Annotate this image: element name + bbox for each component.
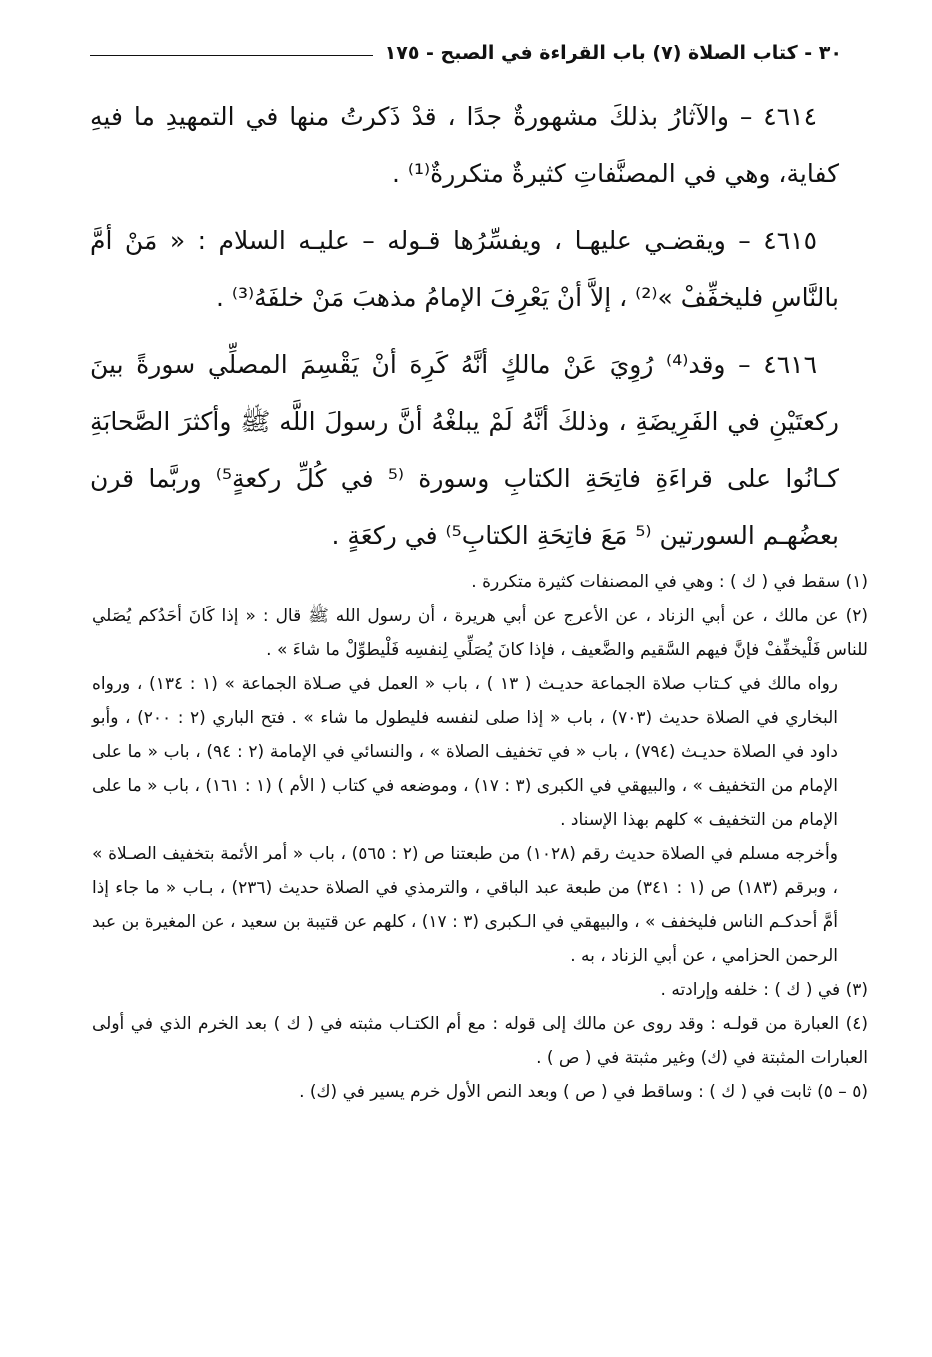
- footnote-2-references: رواه مالك في كـتاب صلاة الجماعة حديـث ( ١٣ ) ، باب « العمل في صـلاة الجماعة » (١ : ١٣٤) ، ورواه البخاري في الصلاة حديث (٧٠٣) ، باب « إذا صلى لنفسه فليطول ما شاء » . فتح الباري (٢ : ٢٠٠) ، وأبو داود في الصلاة حديـث (٧٩٤) ، باب « في تخفيف الصلاة » ، والنسائي في الإمامة (٢ : ٩٤) ، باب « ما على الإمام من التخفيف » ، والبيهقي في الكبرى (٣ : ١٧) ، وموضعه في كتاب ( الأم ) (١ : ١٦١) ، باب « ما على الإمام من التخفيف » كلهم بهذا الإسناد .: [92, 674, 839, 830]
- footnote-4: (٤) العبارة من قولـه : وقد روى عن مالك إلى قوله : مع أم الكتـاب مثبته في ( ك ) بعد الخرم الذي في أولى العبارات المثبتة في (ك) وغير مثبتة في ( ص ) .: [92, 1014, 868, 1068]
- paragraph-4615: ٤٦١٥ – ويقضـي عليهـا ، ويفسِّرُها قـوله – عليـه السلام : « مَنْ أمَّ بالنَّاسِ فليخفِّفْ »⁽²⁾ ، إلاَّ أنْ يَعْرِفَ الإمامُ مذهبَ مَنْ خلفَهُ⁽³⁾ .: [90, 226, 839, 312]
- footnotes: [92, 565, 868, 1109]
- running-header-text: ٣٠ - كتاب الصلاة (٧) باب القراءة في الصبح - ١٧٥: [384, 42, 842, 64]
- footnote-3: (٣) في ( ك ) : خلفه وإرادته .: [660, 980, 868, 1000]
- footnote-1: (١) سقط في ( ك ) : وهي في المصنفات كثيرة متكررة .: [471, 572, 868, 592]
- main-text: [90, 88, 839, 574]
- running-header: [90, 38, 842, 68]
- footnote-2: (٢) عن مالك ، عن أبي الزناد ، عن الأعرج عن أبي هريرة ، أن رسول الله ﷺ قال : « إذا كَانَ أحَدُكم يُصَلي للناس فَلْيخفِّفْ فإنَّ فيهم السَّقيم والضَّعيف ، فإذا كانَ يُصَلِّي لِنفسِه فَلْيطوِّلْ ما شاءَ » .: [92, 606, 868, 660]
- paragraph-4614: ٤٦١٤ – والآثارُ بذلكَ مشهورةٌ جدًا ، قدْ ذَكرتُ منها في التمهيدِ ما فيهِ كفاية، وهي في المصنَّفاتِ كثيرةٌ متكررةٌ⁽¹⁾ .: [90, 102, 839, 188]
- paragraph-4616: ٤٦١٦ – وقد⁽⁴⁾ رُوِيَ عَنْ مالكٍ أنَّهُ كَرِهَ أنْ يَقْسِمَ المصلِّي سورةً بينَ ركعتَيْنِ في الفَرِيضَةِ ، وذلكَ أنَّهُ لَمْ يبلغْهُ أنَّ رسولَ اللَّه ﷺ وأكثرَ الصَّحابَةِ كـانُوا على قراءَةِ فاتِحَةِ الكتابِ وسورة ⁽⁵ في كُلِّ ركعةٍ⁵⁾ وربَّما قرن بعضُهـم السورتين ⁽⁵ مَعَ فاتِحَةِ الكتابِ⁵⁾ في ركعَةٍ .: [90, 350, 840, 550]
- footnote-2-muslim-references: وأخرجه مسلم في الصلاة حديث رقم (١٠٢٨) من طبعتنا ص (٢ : ٥٦٥) ، باب « أمر الأئمة بتخفيف الصـلاة » ، وبرقم (١٨٣) ص (١ : ٣٤١) من طبعة عبد الباقي ، والترمذي في الصلاة حديث (٢٣٦) ، بـاب « ما جاء إذا أمَّ أحدكـم الناس فليخفف » ، والبيهقي في الـكبرى (٣ : ١٧) ، كلهم عن قتيبة بن سعيد ، عن المغيرة بن عبد الرحمن الحزامي ، عن أبي الزناد ، به .: [92, 844, 839, 966]
- footnote-5: (٥ – ٥) ثابت في ( ك ) : وساقط في ( ص ) وبعد النص الأول خرم يسير في (ك) .: [299, 1082, 868, 1102]
- header-rule: [90, 55, 373, 56]
